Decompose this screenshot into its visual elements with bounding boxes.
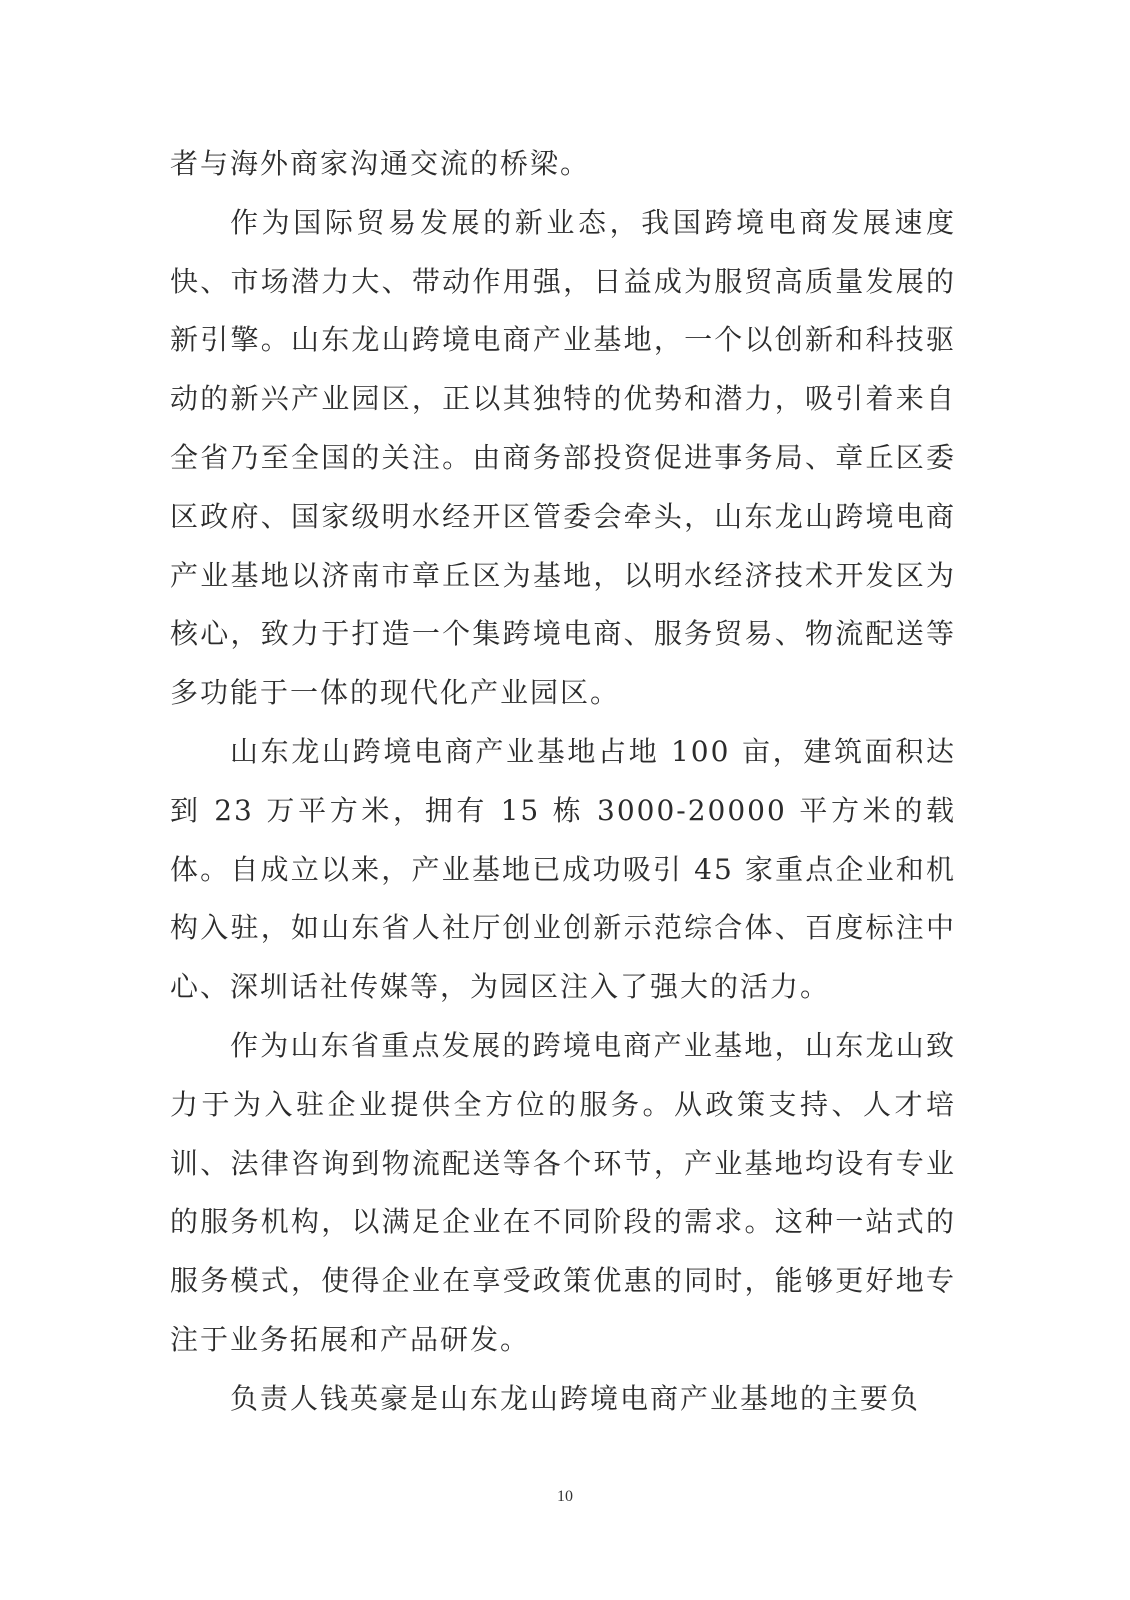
page-number: 10 [557,1488,573,1505]
paragraph-3: 山东龙山跨境电商产业基地占地 100 亩，建筑面积达到 23 万平方米，拥有 15 栋 3000-20000 平方米的载体。自成立以来，产业基地已成功吸引 45 家重点企业和机构入驻，如山东省人社厅创业创新示范综合体、百度标注中心、深圳话社传媒等，为园区注入了强大的活力。 [170,734,956,1004]
paragraph-1: 者与海外商家沟通交流的桥梁。 [170,147,591,180]
paragraph-4: 作为山东省重点发展的跨境电商产业基地，山东龙山致力于为入驻企业提供全方位的服务。从政策支持、人才培训、法律咨询到物流配送等各个环节，产业基地均设有专业的服务机构，以满足企业在不同阶段的需求。这种一站式的服务模式，使得企业在享受政策优惠的同时，能够更好地专注于业务拓展和产品研发。 [170,1028,956,1356]
body-text [170,135,956,1429]
paragraph-5: 负责人钱英豪是山东龙山跨境电商产业基地的主要负 [230,1381,921,1415]
paragraph-2: 作为国际贸易发展的新业态，我国跨境电商发展速度快、市场潜力大、带动作用强，日益成为服贸高质量发展的新引擎。山东龙山跨境电商产业基地，一个以创新和科技驱动的新兴产业园区，正以其独特的优势和潜力，吸引着来自全省乃至全国的关注。由商务部投资促进事务局、章丘区委区政府、国家级明水经开区管委会牵头，山东龙山跨境电商产业基地以济南市章丘区为基地，以明水经济技术开发区为核心，致力于打造一个集跨境电商、服务贸易、物流配送等多功能于一体的现代化产业园区。 [170,205,956,710]
